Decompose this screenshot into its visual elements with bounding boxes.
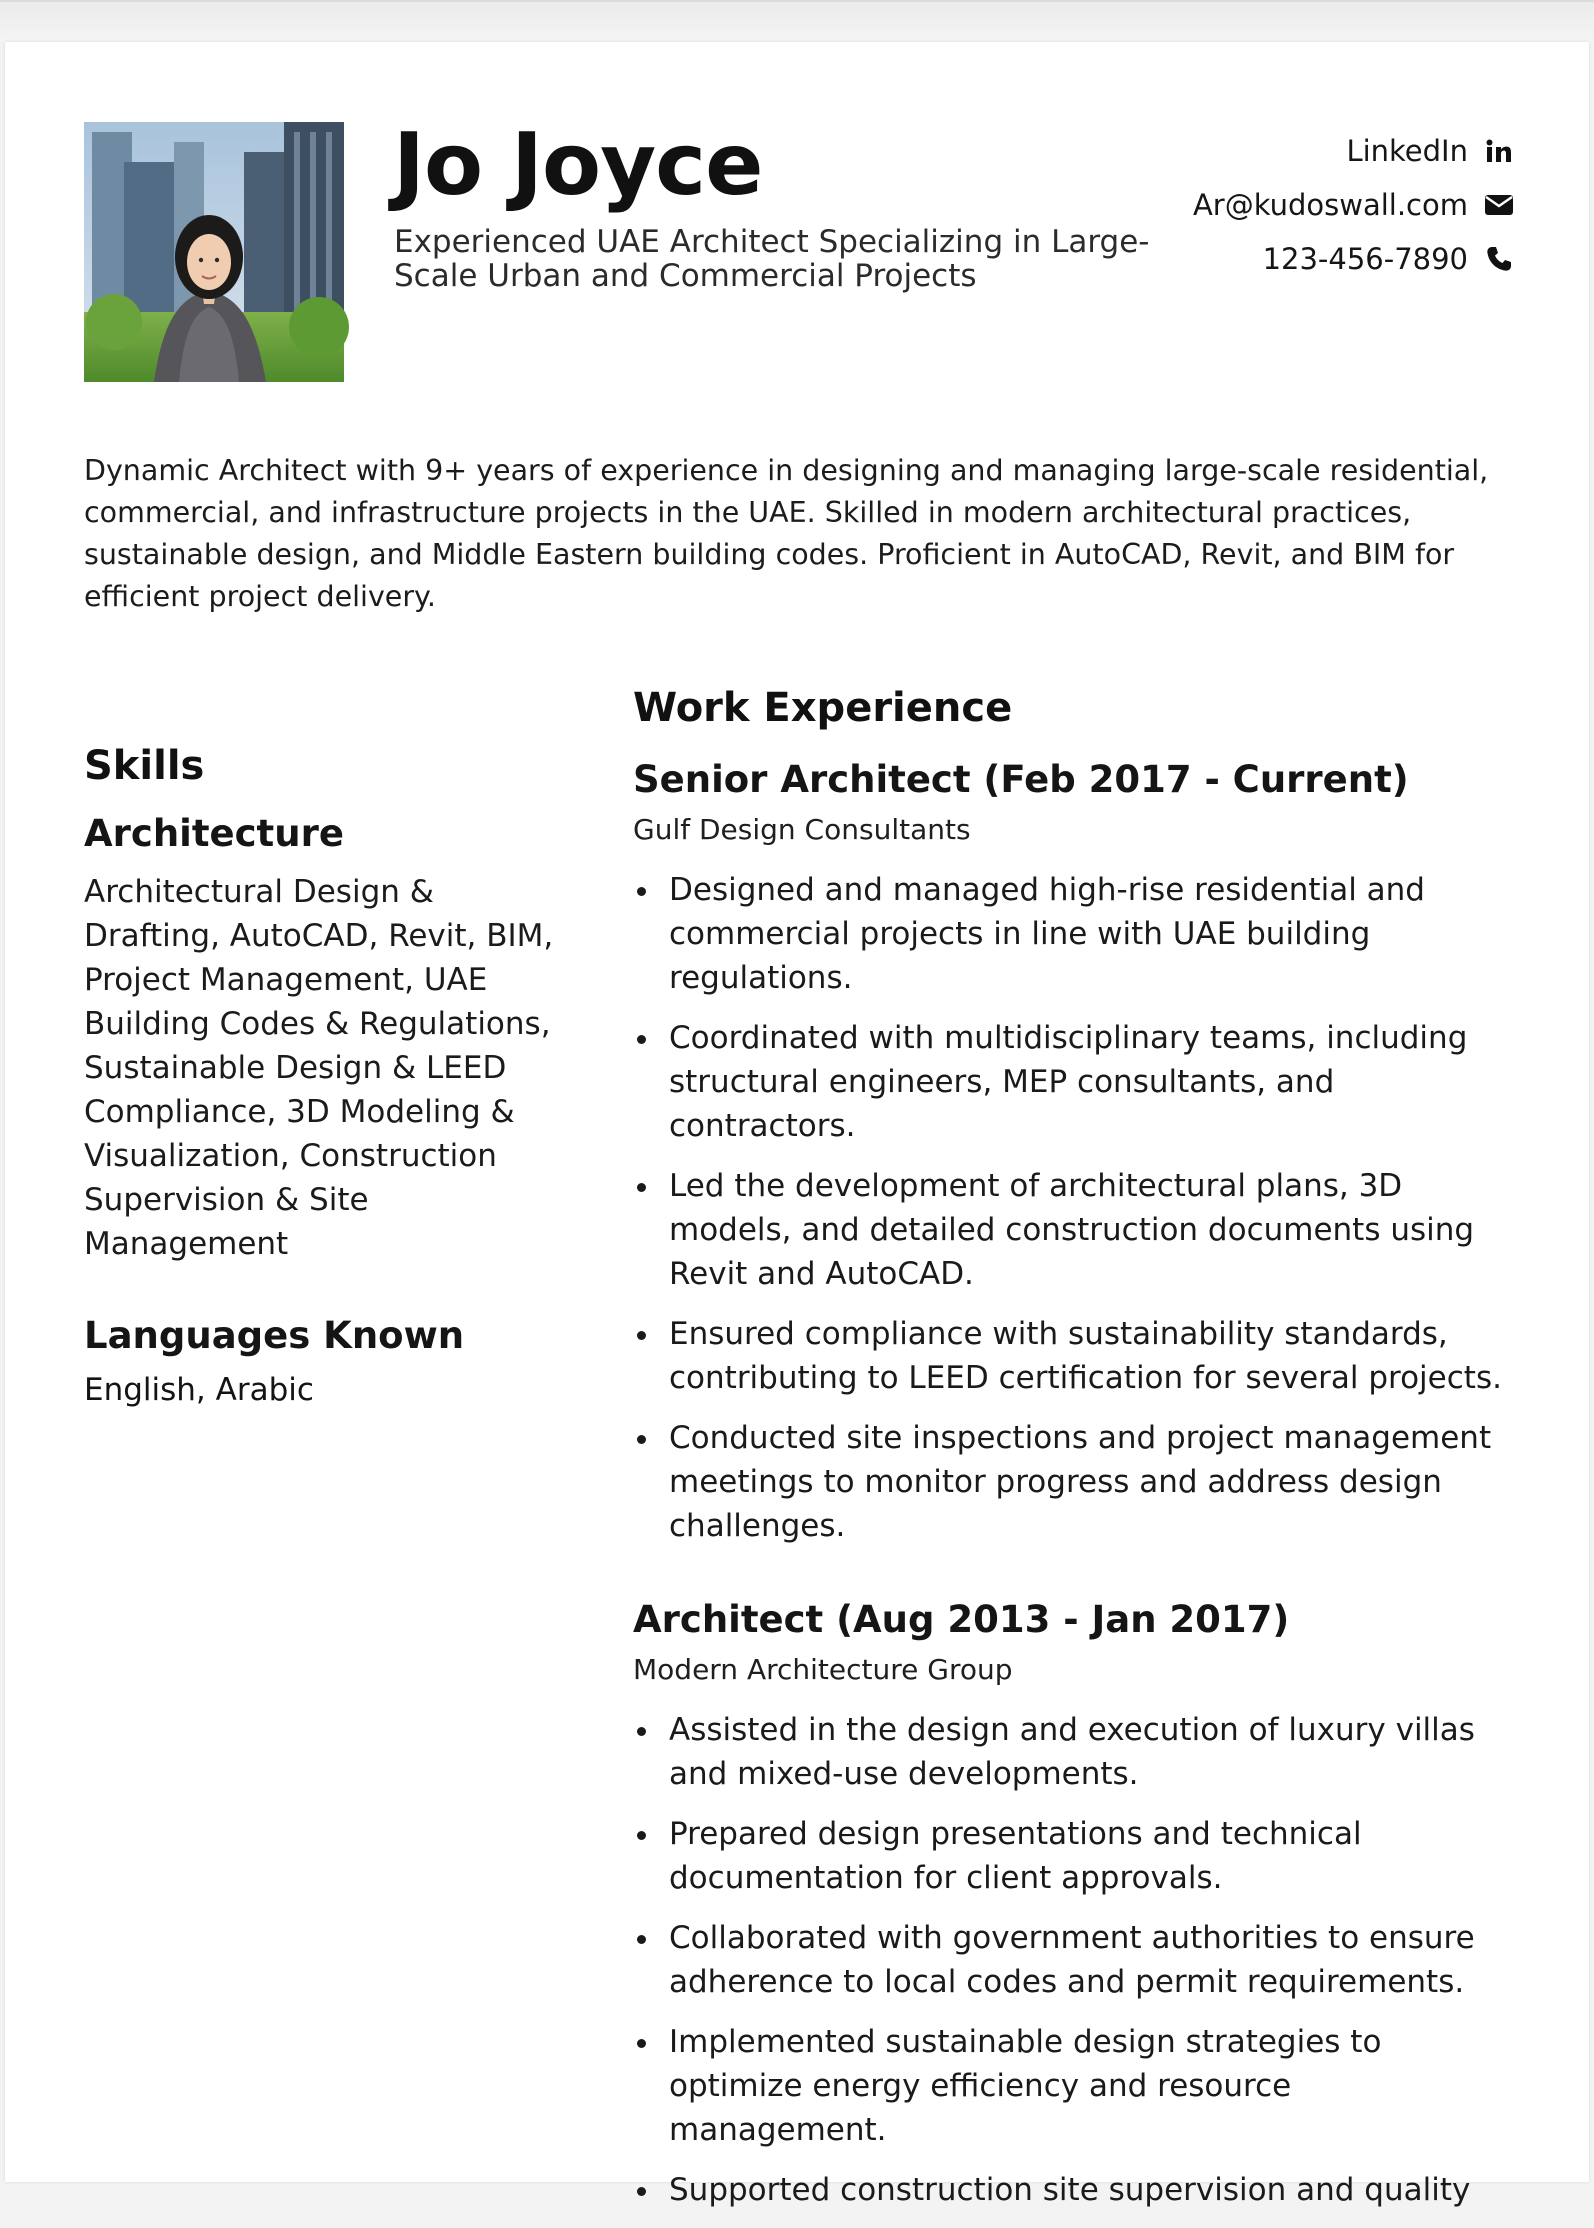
job-company: Modern Architecture Group: [633, 1653, 1013, 1686]
contact-phone[interactable]: [1193, 232, 1514, 286]
list-item: [633, 2020, 1513, 2152]
bullet-text: Prepared design presentations and technical documentation for client approvals.: [669, 1816, 1362, 1896]
bullet-icon: [637, 2039, 646, 2048]
professional-summary: Dynamic Architect with 9+ years of experience in designing and managing large-scale residential, commercial, and infrastructure projects in the UAE. Skilled in modern architectural practices, sustainable design, and Middle Eastern building codes. Proficient in AutoCAD, Revit, and BIM for efficient project delivery.: [84, 454, 1489, 613]
list-item: [633, 1812, 1513, 1900]
bullet-icon: [637, 1727, 646, 1736]
job-company: Gulf Design Consultants: [633, 813, 971, 846]
profile-photo: [84, 122, 344, 382]
skill-group-title: Architecture: [84, 812, 344, 855]
job-entry: [633, 1596, 1513, 2212]
bullet-icon: [637, 2187, 646, 2196]
phone-label[interactable]: 123-456-7890: [1262, 242, 1468, 276]
bullet-icon: [637, 1035, 646, 1044]
contact-email[interactable]: [1193, 178, 1514, 232]
bullet-icon: [637, 1183, 646, 1192]
linkedin-label[interactable]: LinkedIn: [1346, 134, 1468, 168]
skills-heading: Skills: [84, 743, 205, 789]
list-item: [633, 1164, 1513, 1296]
languages-list: English, Arabic: [84, 1372, 314, 1408]
contact-linkedin[interactable]: [1193, 124, 1514, 178]
candidate-headline: Experienced UAE Architect Specializing in Large-Scale Urban and Commercial Projects: [394, 224, 1150, 294]
job-bullet-list: [633, 1708, 1513, 2212]
bullet-icon: [637, 1435, 646, 1444]
bullet-icon: [637, 887, 646, 896]
job-title: Architect (Aug 2013 - Jan 2017): [633, 1598, 1290, 1641]
bullet-text: Ensured compliance with sustainability standards, contributing to LEED certification for several projects.: [669, 1316, 1502, 1396]
bullet-text: Conducted site inspections and project management meetings to monitor progress and address design challenges.: [669, 1420, 1492, 1544]
list-item: [633, 1016, 1513, 1148]
contact-block: [1193, 124, 1514, 286]
list-item: [633, 1312, 1513, 1400]
list-item: [633, 2168, 1513, 2212]
bullet-text: Implemented sustainable design strategies to optimize energy efficiency and resource management.: [669, 2024, 1382, 2148]
job-bullet-list: [633, 868, 1513, 1548]
envelope-icon: [1484, 190, 1514, 220]
candidate-name: Jo Joyce: [393, 115, 763, 215]
email-label[interactable]: Ar@kudoswall.com: [1192, 188, 1468, 222]
bullet-text: Collaborated with government authorities to ensure adherence to local codes and permit requirements.: [669, 1920, 1475, 2000]
bullet-text: Coordinated with multidisciplinary teams, including structural engineers, MEP consultants, and contractors.: [669, 1020, 1468, 1144]
skill-group-list: Architectural Design & Drafting, AutoCAD, Revit, BIM, Project Management, UAE Building Codes & Regulations, Sustainable Design & LEED Compliance, 3D Modeling & Visualization, Construction Supervision & Site Management: [84, 874, 554, 1262]
bullet-text: Designed and managed high-rise residential and commercial projects in line with UAE building regulations.: [669, 872, 1425, 996]
right-column: [633, 682, 1513, 2228]
list-item: [633, 1916, 1513, 2004]
linkedin-icon: [1484, 136, 1514, 166]
list-item: [633, 868, 1513, 1000]
bullet-icon: [637, 1831, 646, 1840]
phone-icon: [1484, 244, 1514, 274]
bullet-icon: [637, 1331, 646, 1340]
job-entry: [633, 756, 1513, 1548]
bullet-icon: [637, 1935, 646, 1944]
window-top-bar: [0, 0, 1594, 42]
bullet-text: Led the development of architectural plans, 3D models, and detailed construction documents using Revit and AutoCAD.: [669, 1168, 1475, 1292]
languages-heading: Languages Known: [84, 1314, 465, 1357]
bullet-text: Supported construction site supervision and quality: [669, 2172, 1471, 2208]
job-title: Senior Architect (Feb 2017 - Current): [633, 758, 1409, 801]
list-item: [633, 1416, 1513, 1548]
left-column: [84, 740, 554, 1412]
bullet-text: Assisted in the design and execution of luxury villas and mixed-use developments.: [669, 1712, 1475, 1792]
work-experience-heading: Work Experience: [633, 685, 1013, 731]
list-item: [633, 1708, 1513, 1796]
